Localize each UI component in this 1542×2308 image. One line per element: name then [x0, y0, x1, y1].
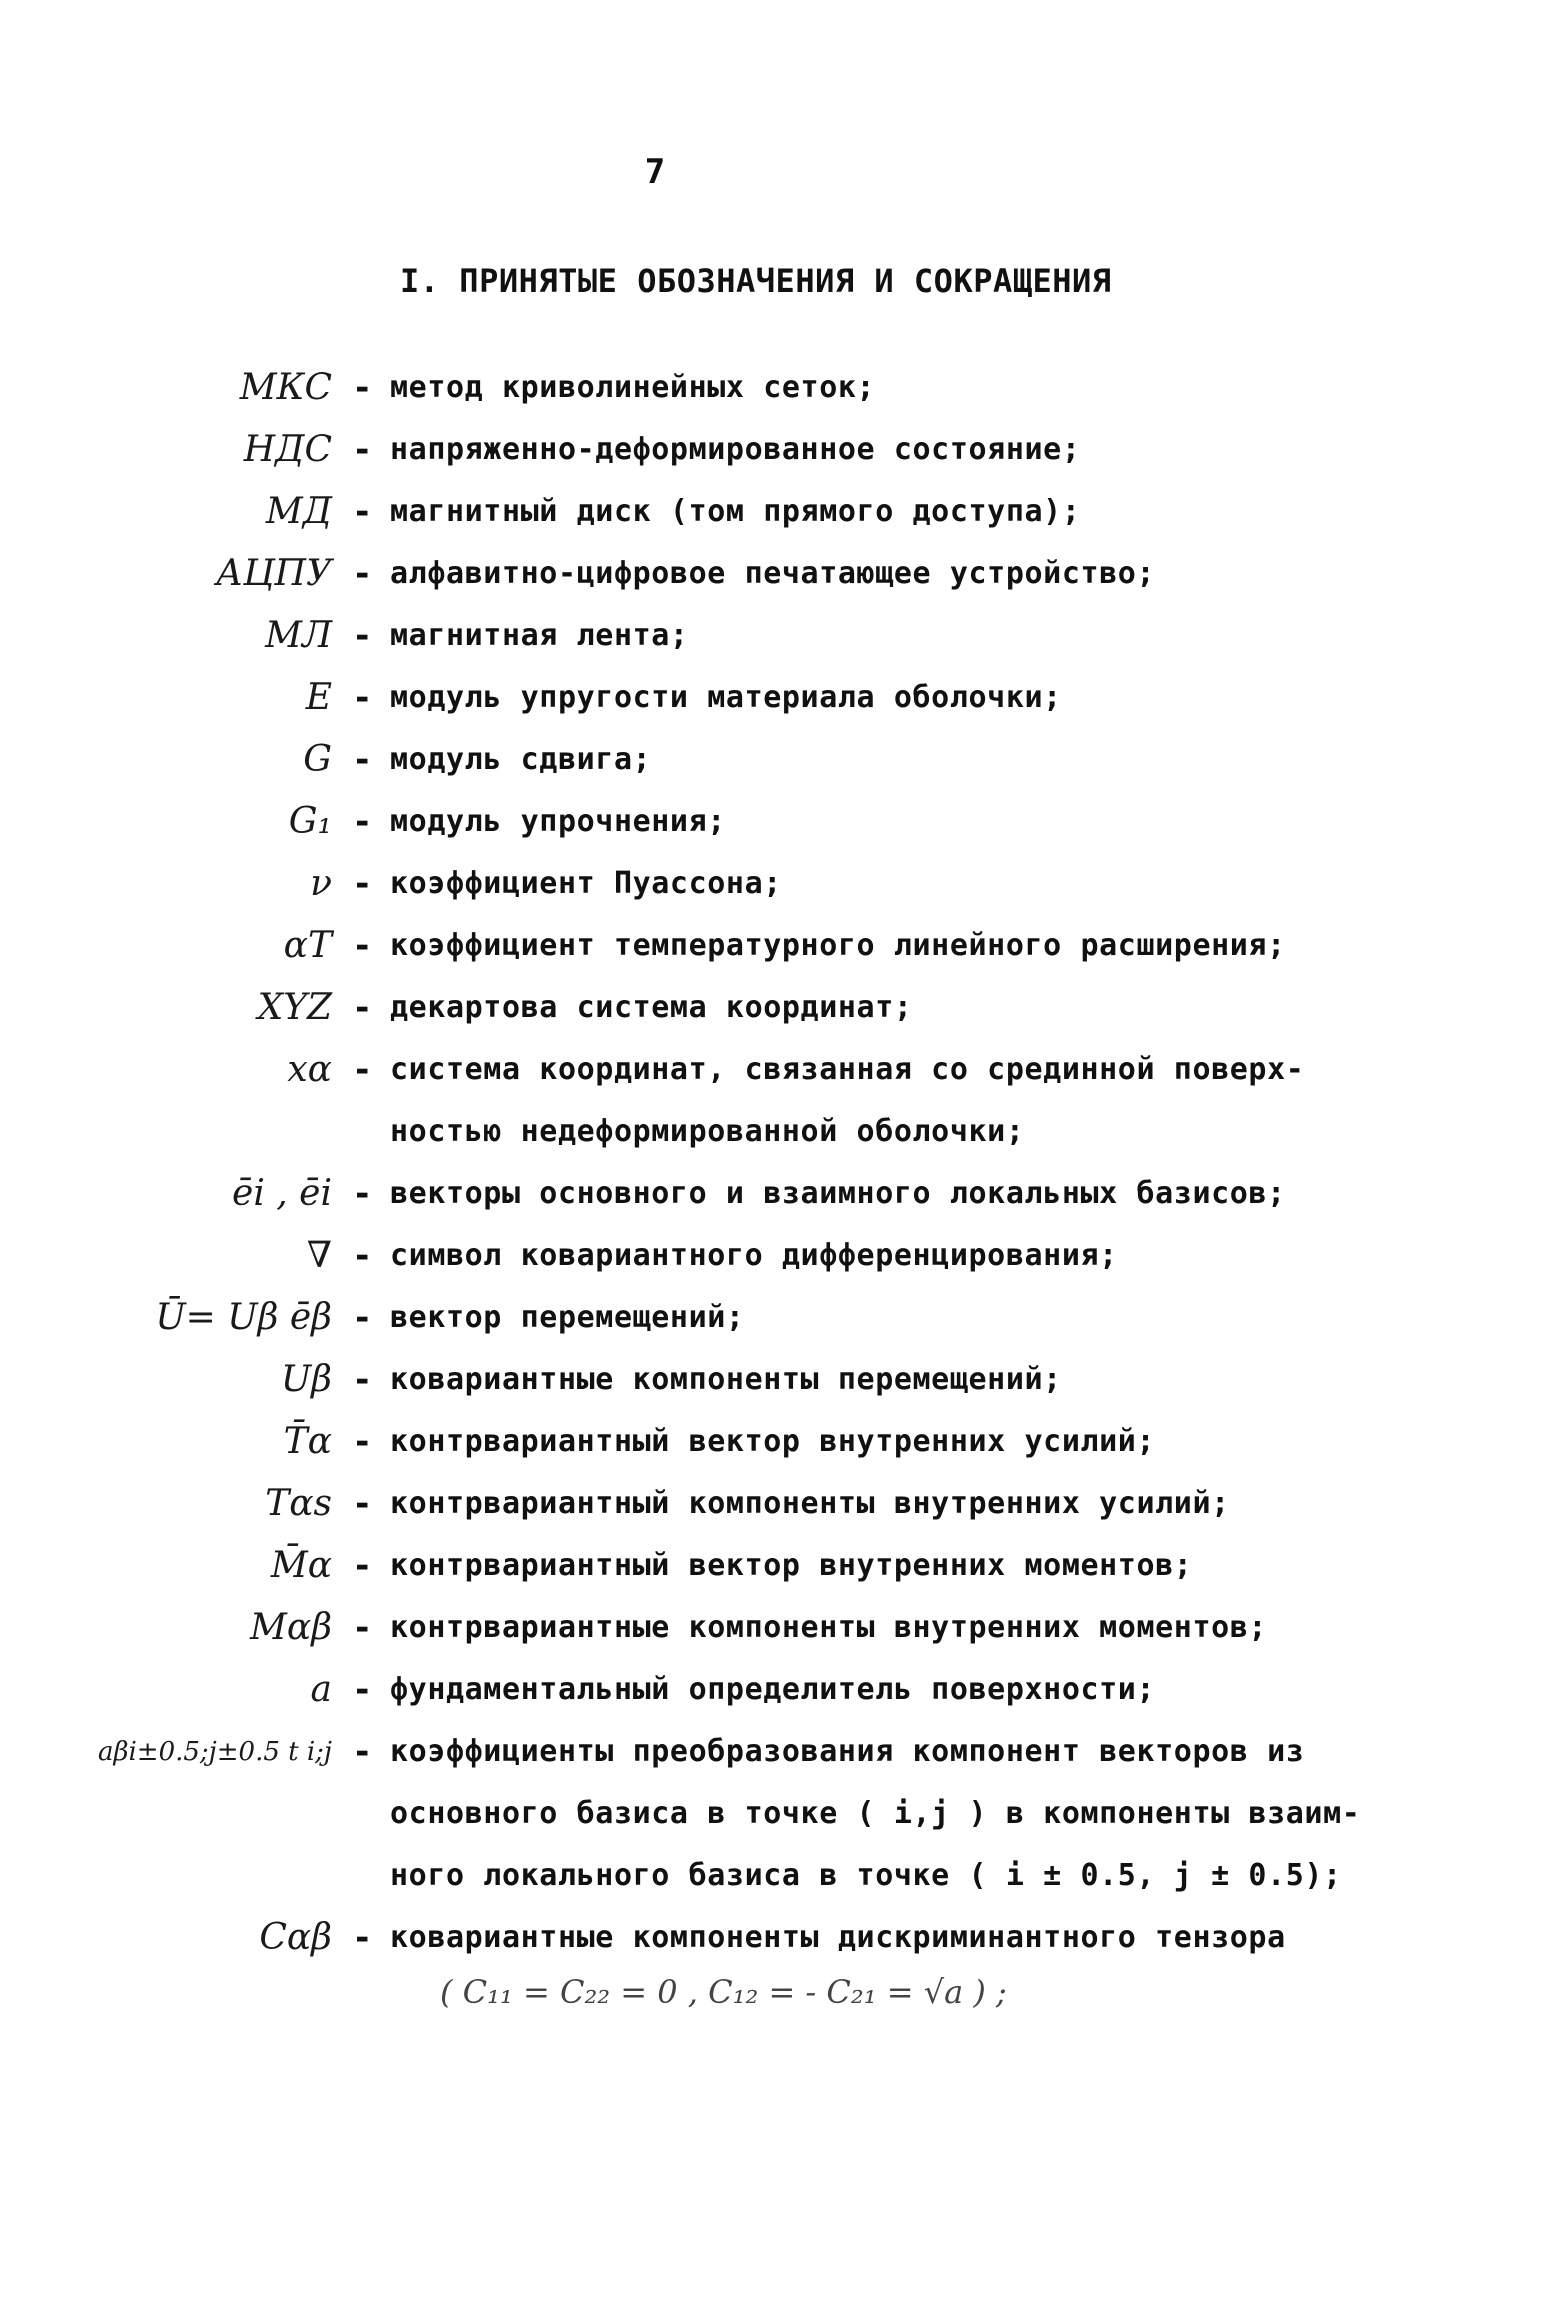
definition-continuation: ного локального базиса в точке ( i ± 0.5, j ± 0.5);: [390, 1858, 1342, 1893]
dash: -: [352, 678, 373, 718]
symbol: M̄α: [270, 1545, 332, 1586]
dash: -: [352, 1298, 373, 1338]
definition: контрвариантный компоненты внутренних усилий;: [390, 1486, 1230, 1521]
symbol: a: [310, 1669, 332, 1710]
tensor-formula: ( C₁₁ = C₂₂ = 0 , C₁₂ = - C₂₁ = √a ) ;: [440, 1973, 1007, 2011]
definition: контрвариантный вектор внутренних усилий;: [390, 1424, 1156, 1459]
definition: модуль упрочнения;: [390, 804, 726, 839]
list-item: [0, 1482, 1542, 1540]
list-item: [0, 490, 1542, 548]
dash: -: [352, 1732, 373, 1772]
dash: -: [352, 926, 373, 966]
symbol: T̄α: [283, 1421, 332, 1462]
definition: ковариантные компоненты дискриминантного тензора: [390, 1920, 1286, 1955]
dash: -: [352, 554, 373, 594]
dash: -: [352, 802, 373, 842]
definition-continuation: ностью недеформированной оболочки;: [390, 1114, 1025, 1149]
definition: алфавитно-цифровое печатающее устройство;: [390, 556, 1156, 591]
symbol: ν: [310, 863, 332, 904]
list-item: [0, 1668, 1542, 1726]
definition: магнитный диск (том прямого доступа);: [390, 494, 1081, 529]
dash: -: [352, 1360, 373, 1400]
dash: -: [352, 492, 373, 532]
dash: -: [352, 1546, 373, 1586]
symbol: Tαs: [265, 1483, 332, 1524]
list-item: [0, 1606, 1542, 1664]
definition: напряженно-деформированное состояние;: [390, 432, 1081, 467]
definition-continuation: основного базиса в точке ( i,j ) в компоненты взаим-: [390, 1796, 1361, 1831]
definition: ковариантные компоненты перемещений;: [390, 1362, 1062, 1397]
definition: контрвариантный вектор внутренних моментов;: [390, 1548, 1193, 1583]
list-item: [0, 366, 1542, 424]
definition: модуль упругости материала оболочки;: [390, 680, 1062, 715]
dash: -: [352, 1918, 373, 1958]
list-item: [0, 862, 1542, 920]
symbol: МД: [265, 491, 332, 532]
dash: -: [352, 368, 373, 408]
list-item: [0, 986, 1542, 1044]
list-item: [0, 1296, 1542, 1354]
list-item: [0, 552, 1542, 610]
definition: система координат, связанная со срединной поверх-: [390, 1052, 1305, 1087]
symbol: Ū= Uβ ēβ: [155, 1297, 332, 1338]
dash: -: [352, 1422, 373, 1462]
definition: коэффициенты преобразования компонент векторов из: [390, 1734, 1305, 1769]
list-item: [0, 800, 1542, 858]
definition: магнитная лента;: [390, 618, 689, 653]
section-heading: I. ПРИНЯТЫЕ ОБОЗНАЧЕНИЯ И СОКРАЩЕНИЯ: [400, 262, 1112, 300]
symbol: Uβ: [280, 1359, 332, 1400]
list-item: [0, 924, 1542, 982]
list-item: [0, 1544, 1542, 1602]
symbol: XYZ: [257, 987, 332, 1028]
list-item: [0, 676, 1542, 734]
dash: -: [352, 1608, 373, 1648]
definition: вектор перемещений;: [390, 1300, 745, 1335]
dash: -: [352, 1484, 373, 1524]
symbol: G₁: [288, 801, 332, 842]
list-item: [0, 1358, 1542, 1416]
list-item: [0, 1916, 1542, 2011]
definition: декартова система координат;: [390, 990, 913, 1025]
symbol: ∇: [306, 1235, 332, 1276]
symbol: G: [303, 739, 332, 780]
symbol: xα: [287, 1049, 332, 1090]
definition: метод криволинейных сеток;: [390, 370, 876, 405]
definition: фундаментальный определитель поверхности;: [390, 1672, 1156, 1707]
symbol: НДС: [243, 429, 332, 470]
page-number: 7: [644, 152, 666, 192]
dash: -: [352, 1050, 373, 1090]
symbol: Mαβ: [250, 1607, 332, 1648]
dash: -: [352, 1670, 373, 1710]
symbol: АЦПУ: [215, 553, 332, 594]
symbol: Cαβ: [259, 1917, 332, 1958]
list-item: [0, 1234, 1542, 1292]
definition: коэффициент температурного линейного расширения;: [390, 928, 1286, 963]
list-item: [0, 1420, 1542, 1478]
dash: -: [352, 988, 373, 1028]
list-item: [0, 1172, 1542, 1230]
list-item: [0, 614, 1542, 672]
dash: -: [352, 616, 373, 656]
list-item: [0, 738, 1542, 796]
symbol: E: [305, 677, 332, 718]
symbol: МЛ: [265, 615, 332, 656]
list-item: [0, 1730, 1542, 1893]
dash: -: [352, 1174, 373, 1214]
dash: -: [352, 740, 373, 780]
definition: контрвариантные компоненты внутренних моментов;: [390, 1610, 1268, 1645]
dash: -: [352, 430, 373, 470]
dash: -: [352, 1236, 373, 1276]
symbol: ēi , ēi: [232, 1173, 332, 1214]
symbol: МКС: [239, 367, 332, 408]
symbol: aβi±0.5;j±0.5 t i;j: [97, 1737, 332, 1767]
definition: символ ковариантного дифференцирования;: [390, 1238, 1118, 1273]
symbol: αT: [283, 925, 332, 966]
dash: -: [352, 864, 373, 904]
definition: коэффициент Пуассона;: [390, 866, 782, 901]
definition: модуль сдвига;: [390, 742, 652, 777]
definition: векторы основного и взаимного локальных базисов;: [390, 1176, 1286, 1211]
list-item: [0, 1048, 1542, 1149]
list-item: [0, 428, 1542, 486]
